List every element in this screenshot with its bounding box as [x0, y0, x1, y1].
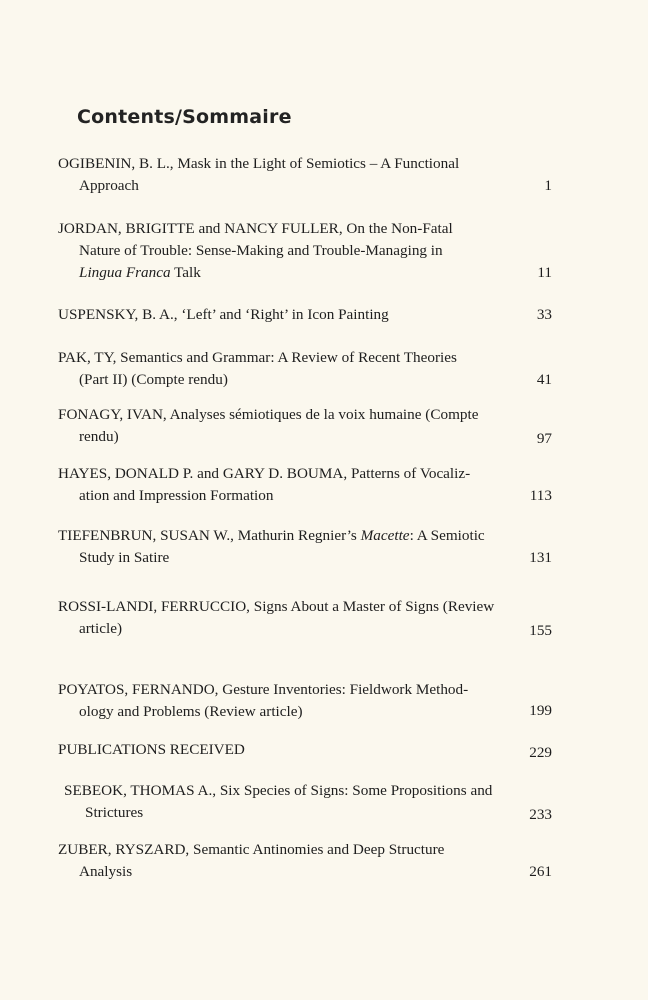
- toc-entry-title: OGIBENIN, B. L., Mask in the Light of Semiotics – A Functional Approach: [58, 155, 460, 194]
- toc-entry-title: ZUBER, RYSZARD, Semantic Antinomies and Deep Structure Analysis: [58, 841, 445, 880]
- toc-page-number: 233: [529, 806, 552, 823]
- toc-entry-title: PUBLICATIONS RECEIVED: [58, 741, 245, 758]
- page-title: Contents/Sommaire: [77, 106, 292, 128]
- toc-entry-title: SEBEOK, THOMAS A., Six Species of Signs: Some Propositions and Strictures: [64, 782, 493, 821]
- toc-entry-title: PAK, TY, Semantics and Grammar: A Review of Recent Theories (Part II) (Compte rendu): [58, 349, 457, 388]
- toc-page-number: 11: [537, 264, 552, 281]
- toc-entry-title: TIEFENBRUN, SUSAN W., Mathurin Regnier’s Macette: A Semiotic Study in Satire: [58, 527, 485, 566]
- toc-page-number: 33: [536, 306, 552, 323]
- toc-page-number: 113: [529, 487, 552, 504]
- toc-page-number: 155: [529, 622, 552, 639]
- toc-entry-title: ROSSI-LANDI, FERRUCCIO, Signs About a Master of Signs (Review article): [58, 598, 495, 637]
- toc-entry-title: HAYES, DONALD P. and GARY D. BOUMA, Patterns of Vocaliz- ation and Impression Formation: [58, 465, 471, 504]
- toc-entry-title: USPENSKY, B. A., ‘Left’ and ‘Right’ in Icon Painting: [58, 306, 389, 323]
- toc-page-number: 229: [529, 744, 552, 761]
- toc-entry-title: FONAGY, IVAN, Analyses sémiotiques de la voix humaine (Compte rendu): [58, 406, 479, 445]
- toc-entry-title: POYATOS, FERNANDO, Gesture Inventories: Fieldwork Method- ology and Problems (Review article): [58, 681, 469, 720]
- toc-page-number: 41: [536, 371, 552, 388]
- italic-title: Macette: [360, 527, 410, 544]
- toc-page-number: 199: [529, 702, 552, 719]
- toc-page-number: 97: [536, 430, 552, 447]
- toc-page-number: 1: [544, 177, 552, 194]
- italic-title: Lingua Franca: [79, 264, 171, 281]
- toc-page-number: 131: [529, 549, 552, 566]
- toc-entry-title: JORDAN, BRIGITTE and NANCY FULLER, On the Non-Fatal Nature of Trouble: Sense-Making and Trouble-Managing in Lingua Franca Talk: [58, 220, 453, 281]
- toc-page-number: 261: [529, 863, 552, 880]
